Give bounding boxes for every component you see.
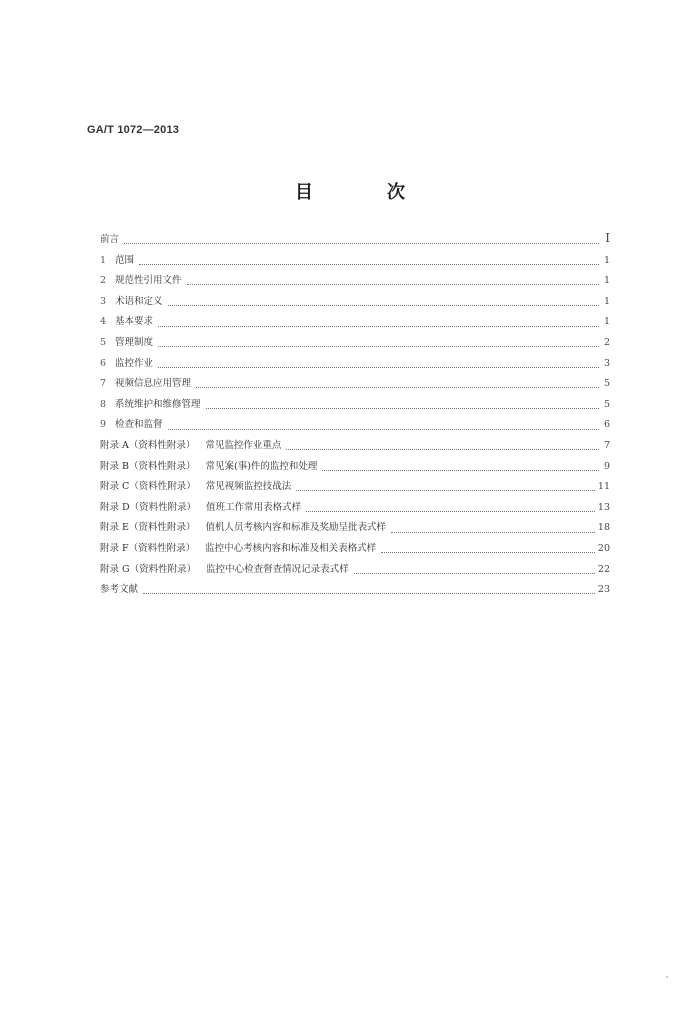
entry-title <box>115 313 153 327</box>
standard-code: GA/T 1072—2013 <box>87 124 180 136</box>
toc-entry[interactable] <box>100 272 610 293</box>
entry-title <box>115 416 163 430</box>
entry-number: 7 <box>100 378 107 390</box>
entry-title <box>115 252 134 266</box>
entry-title <box>100 581 138 595</box>
entry-title-text: 视频信息应用管理 <box>115 378 192 390</box>
page-number: 1 <box>603 295 610 307</box>
entry-number: 2 <box>100 275 107 287</box>
toc-entry[interactable] <box>100 355 610 376</box>
entry-title <box>100 478 291 492</box>
dot-leader <box>381 551 595 553</box>
dot-leader <box>206 407 599 409</box>
toc-entry[interactable] <box>100 334 610 355</box>
page-number: 22 <box>597 563 610 575</box>
toc-title: 目 次 <box>295 182 433 203</box>
entry-number: 1 <box>100 254 107 266</box>
entry-title <box>100 519 386 533</box>
toc-entry[interactable] <box>100 231 610 252</box>
table-of-contents <box>100 231 610 602</box>
entry-number: 8 <box>100 398 107 410</box>
entry-title <box>115 293 163 307</box>
entry-title <box>100 561 349 575</box>
entry-title-text: 系统维护和维修管理 <box>115 398 201 410</box>
dot-leader <box>187 283 599 285</box>
dot-leader <box>286 448 599 450</box>
annex-label: 附录 B（资料性附录） <box>100 460 196 472</box>
dot-leader <box>296 489 595 491</box>
entry-title <box>115 272 182 286</box>
page-number: 13 <box>597 501 610 513</box>
dot-leader <box>158 325 599 327</box>
page-number: 3 <box>603 357 610 369</box>
dot-leader <box>196 386 599 388</box>
entry-title <box>115 334 153 348</box>
toc-entry[interactable] <box>100 499 610 520</box>
toc-entry[interactable] <box>100 478 610 499</box>
toc-entry[interactable] <box>100 293 610 314</box>
scan-speck <box>666 976 668 978</box>
entry-title <box>115 396 201 410</box>
entry-title-text: 基本要求 <box>115 316 154 328</box>
dot-leader <box>139 263 599 265</box>
annex-label: 附录 A（资料性附录） <box>100 439 196 451</box>
page-number: 2 <box>603 336 610 348</box>
dot-leader <box>306 510 595 512</box>
toc-entry[interactable] <box>100 581 610 602</box>
entry-title <box>100 458 317 472</box>
entry-title <box>115 375 191 389</box>
page-number: 1 <box>603 275 610 287</box>
entry-title <box>100 499 301 513</box>
entry-title-text: 值机人员考核内容和标准及奖励呈批表式样 <box>205 522 386 534</box>
entry-title-text: 规范性引用文件 <box>115 275 182 287</box>
page-number: 1 <box>603 316 610 328</box>
entry-title-text: 常见案(事)件的监控和处理 <box>205 460 318 472</box>
page-number: I <box>605 231 610 245</box>
entry-title <box>100 437 281 451</box>
toc-entry[interactable] <box>100 540 610 561</box>
entry-title-text: 值班工作常用表格式样 <box>206 501 302 513</box>
entry-title-text: 常见视频监控技战法 <box>205 481 292 493</box>
toc-entry[interactable] <box>100 375 610 396</box>
page-number: 11 <box>597 481 610 493</box>
entry-title-text: 术语和定义 <box>115 295 163 307</box>
entry-title-text: 常见监控作业重点 <box>205 439 282 451</box>
annex-label: 附录 D（资料性附录） <box>100 501 197 513</box>
entry-title-text: 参考文献 <box>100 584 139 596</box>
toc-entry[interactable] <box>100 519 610 540</box>
dot-leader <box>124 242 599 244</box>
toc-entry[interactable] <box>100 458 610 479</box>
entry-title-text: 监控中心考核内容和标准及相关表格式样 <box>205 542 377 554</box>
entry-number: 4 <box>100 316 107 328</box>
dot-leader <box>168 428 599 430</box>
page-number: 1 <box>603 254 610 266</box>
dot-leader <box>158 345 599 347</box>
dot-leader <box>143 592 595 594</box>
page-number: 5 <box>603 398 610 410</box>
annex-label: 附录 C（资料性附录） <box>100 481 196 493</box>
page-number: 23 <box>597 584 610 596</box>
toc-entry[interactable] <box>100 437 610 458</box>
toc-entry[interactable] <box>100 313 610 334</box>
toc-entry[interactable] <box>100 416 610 437</box>
entry-title <box>115 355 153 369</box>
dot-leader <box>168 304 599 306</box>
entry-title-text: 前言 <box>100 234 120 245</box>
entry-number: 6 <box>100 357 107 369</box>
entry-title <box>100 231 119 245</box>
page-number: 20 <box>597 542 610 554</box>
dot-leader <box>158 366 599 368</box>
entry-title <box>100 540 376 554</box>
dot-leader <box>322 469 599 471</box>
entry-title-text: 检查和监督 <box>115 419 163 431</box>
entry-number: 9 <box>100 419 107 431</box>
toc-entry[interactable] <box>100 252 610 273</box>
entry-number: 5 <box>100 336 107 348</box>
entry-title-text: 范围 <box>115 254 135 266</box>
page-number: 18 <box>597 522 610 534</box>
entry-number: 3 <box>100 295 107 307</box>
annex-label: 附录 G（资料性附录） <box>100 563 197 575</box>
entry-title-text: 管理制度 <box>115 336 154 348</box>
annex-label: 附录 F（资料性附录） <box>100 542 196 554</box>
toc-entry[interactable] <box>100 396 610 417</box>
toc-entry[interactable] <box>100 561 610 582</box>
page-number: 7 <box>603 439 610 451</box>
dot-leader <box>354 572 595 574</box>
entry-title-text: 监控中心检查督查情况记录表式样 <box>206 563 349 575</box>
page-number: 5 <box>603 378 610 390</box>
entry-title-text: 监控作业 <box>115 357 154 369</box>
page-number: 9 <box>603 460 610 472</box>
page-number: 6 <box>603 419 610 431</box>
annex-label: 附录 E（资料性附录） <box>100 522 196 534</box>
dot-leader <box>391 531 595 533</box>
